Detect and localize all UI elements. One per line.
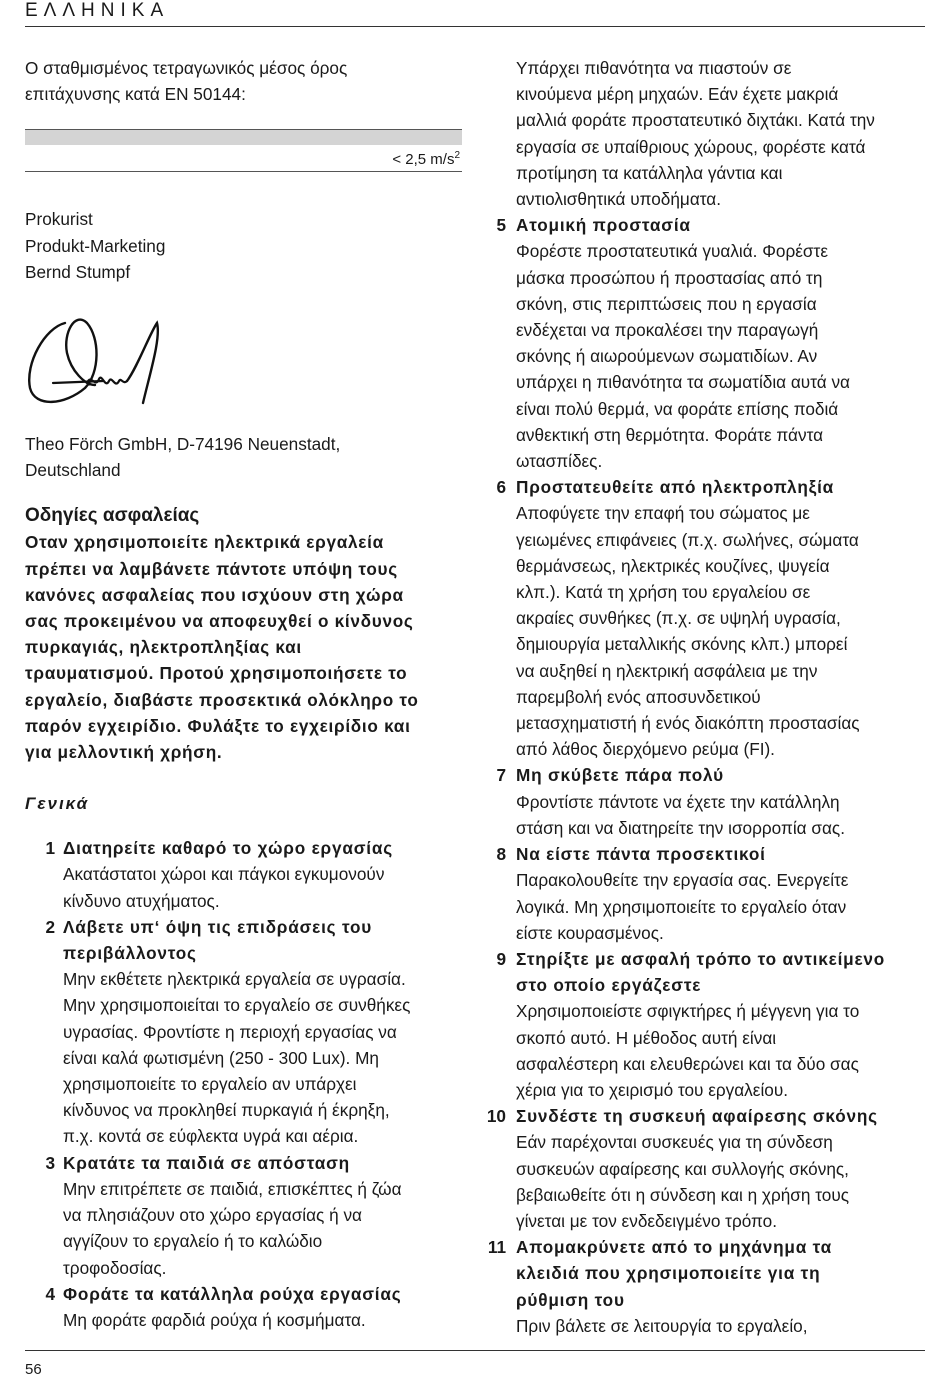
vibration-value: < 2,5 $m/s^2$ <box>392 150 460 169</box>
item-title: ρύθμιση του <box>516 1289 625 1310</box>
item-text-line: να πλησιάζουν οτο χώρο εργασίας ή να <box>63 1205 362 1226</box>
item-number: 11 <box>487 1237 506 1258</box>
safety-intro-line: Οταν χρησιμοποιείτε ηλεκτρικά εργαλεία <box>25 532 384 553</box>
item-number: 4 <box>45 1283 55 1304</box>
table-bottom-rule <box>25 171 462 172</box>
item-text-line: να αυξηθεί η ηλεκτρική ασφάλεια με την <box>516 660 818 681</box>
item-text-line: Παρακολουθείτε την εργασία σας. Ενεργείτε <box>516 870 849 891</box>
item-text-line: Μην επιτρέπετε σε παιδιά, επισκέπτες ή ζώα <box>63 1178 402 1199</box>
item-text-line: μαλλιά φοράτε προστατευτικό διχτάκι. Κατά την <box>516 110 875 131</box>
company-line: Theo Förch GmbH, D-74196 Neuenstadt, <box>25 434 341 455</box>
item-title: Μη σκύβετε πάρα πολύ <box>516 765 724 786</box>
safety-intro-line: για μελλοντική χρήση. <box>25 742 223 763</box>
item-title: Ατομική προστασία <box>516 215 691 236</box>
item-title: Να είστε πάντα προσεκτικοί <box>516 844 766 865</box>
item-text-line: στάση και να διατηρείτε την ισορροπία σας. <box>516 817 845 838</box>
list-item <box>35 835 465 914</box>
item-number: 2 <box>45 916 55 937</box>
item-text-line: από λάθος διερχόμενο ρεύμα (FI). <box>516 739 775 760</box>
continued-text <box>488 55 928 212</box>
item-text-line: συσκευών αφαίρεσης και συλλογής σκόνης, <box>516 1158 849 1179</box>
item-text-line: παρεμβολή ενός αποσυνδετικού <box>516 686 761 707</box>
item-number: 3 <box>45 1152 55 1173</box>
handwritten-signature <box>25 293 175 423</box>
list-item <box>488 946 928 1103</box>
item-number: 1 <box>45 838 55 859</box>
item-text-line: ακραίες συνθήκες (π.χ. σε υψηλή υγρασία, <box>516 608 841 629</box>
item-text-line: ασφαλέστερη και ελευθερώνει και τα δύο σας <box>516 1053 859 1074</box>
safety-section-title: Οδηγίες ασφαλείας <box>25 505 200 527</box>
item-text-line: δημιουργία μεταλλικής σκόνης κλπ.) μπορεί <box>516 634 848 655</box>
item-text-line: γειωμένες επιφάνειες (π.χ. σωλήνες, σώματα <box>516 529 859 550</box>
safety-intro-line: εργαλείο, διαβάστε προσεκτικά ολόκληρο το <box>25 689 419 710</box>
list-item <box>488 1234 928 1339</box>
item-text-line: γίνεται με τον ενδεδειγμένο τρόπο. <box>516 1210 778 1231</box>
item-text-line: είναι καλά φωτισμένη (250 - 300 Lux). Μη <box>63 1047 379 1068</box>
item-text-line: κίνδυνος να προκληθεί πυρκαγιά ή έκρηξη, <box>63 1100 390 1121</box>
item-text-line: θερμάνσεως, ηλεκτρικές κουζίνες, ψυγεία <box>516 555 830 576</box>
item-text-line: σκόνης ή αιωρούμενων σωματιδίων. Αν <box>516 346 818 367</box>
item-text-line: υγρασίας. Φροντίστε η περιοχή εργασίας να <box>63 1021 397 1042</box>
item-text-line: Πριν βάλετε σε λειτουργία το εργαλείο, <box>516 1315 808 1336</box>
item-text-line: Φορέστε προστατευτικά γυαλιά. Φορέστε <box>516 241 828 262</box>
list-item <box>35 914 465 1150</box>
item-number: 6 <box>496 477 506 498</box>
left-column <box>25 55 465 1333</box>
item-text-line: είστε κουρασμένος. <box>516 922 664 943</box>
list-item <box>488 1103 928 1234</box>
item-text-line: Μην εκθέτετε ηλεκτρικά εργαλεία σε υγρασία. <box>63 969 406 990</box>
intro-text <box>25 55 465 107</box>
signatory-line: Produkt-Marketing <box>25 235 166 256</box>
item-text-line: κλπ.). Κατά τη χρήση του εργαλείου σε <box>516 582 811 603</box>
safety-intro-line: παρόν εγχειρίδιο. Φυλάξτε το εγχειρίδιο και <box>25 715 411 736</box>
item-title: Απομακρύνετε από το μηχάνημα τα <box>516 1237 833 1258</box>
item-text-line: Αποφύγετε την επαφή του σώματος με <box>516 503 810 524</box>
item-text-line: σκοπό αυτό. Η μέθοδος αυτή είναι <box>516 1027 777 1048</box>
item-text-line: π.χ. κοντά σε εύφλεκτα υγρά και αέρια. <box>63 1126 359 1147</box>
item-title: στο οποίο εργάζεστε <box>516 975 702 996</box>
item-title: περιβάλλοντος <box>63 943 197 964</box>
general-subsection-title: Γενικά <box>25 794 90 814</box>
item-title: Προστατευθείτε από ηλεκτροπληξία <box>516 477 835 498</box>
item-text-line: είναι πολύ θερμά, να φοράτε επίσης ποδιά <box>516 398 839 419</box>
item-text-line: Υπάρχει πιθανότητα να πιαστούν σε <box>516 58 792 78</box>
item-text-line: Φροντίστε πάντοτε να έχετε την κατάλληλη <box>516 791 840 812</box>
list-item <box>35 1281 465 1333</box>
signatory-line: Bernd Stumpf <box>25 261 131 282</box>
item-text-line: ανθεκτική στη θερμότητα. Φοράτε πάντα <box>516 424 824 445</box>
item-number: 7 <box>496 765 506 786</box>
safety-intro-line: σας προκειμένου να αποφευχθεί ο κίνδυνος <box>25 611 414 632</box>
item-title: Στηρίξτε με ασφαλή τρόπο το αντικείμενο <box>516 948 886 969</box>
page-number: 56 <box>25 1361 42 1378</box>
item-text-line: μετασχηματιστή ή ενός διακόπτη προστασίας <box>516 713 860 734</box>
header-rule <box>25 26 925 27</box>
item-text-line: χέρια για το χειρισμό του εργαλείου. <box>516 1079 788 1100</box>
item-number: 5 <box>496 215 506 236</box>
signatory-line: Prokurist <box>25 209 93 230</box>
item-text-line: Μη φοράτε φαρδιά ρούχα ή κοσμήματα. <box>63 1309 366 1330</box>
footer-rule <box>25 1350 925 1351</box>
left-items-list <box>25 835 465 1333</box>
safety-intro-line: τραυματισμού. Προτού χρησιμοποιήσετε το <box>25 663 408 684</box>
page-header-title: ΕΛΛΗΝΙΚΑ <box>25 0 170 21</box>
item-text-line: μάσκα προσώπου ή προστασίας από τη <box>516 267 823 288</box>
safety-intro-line: πρέπει να λαμβάνετε πάντοτε υπόψη τους <box>25 558 398 579</box>
company-line: Deutschland <box>25 460 121 481</box>
signatory-block <box>25 206 465 285</box>
item-text-line: ενδέχεται να προκαλέσει την παραγωγή <box>516 320 819 341</box>
item-text-line: βεβαιωθείτε ότι η σύνδεση και η χρήση τους <box>516 1184 850 1205</box>
item-text-line: ωτασπίδες. <box>516 451 603 472</box>
item-text-line: κινούμενα μέρη μηχαών. Εάν έχετε μακριά <box>516 84 839 105</box>
item-text-line: Εάν παρέχονται συσκευές για τη σύνδεση <box>516 1132 833 1153</box>
item-text-line: υπάρχει η πιθανότητα τα σωματίδια αυτά να <box>516 372 850 393</box>
item-number: 9 <box>496 948 506 969</box>
item-text-line: κίνδυνο ατυχήματος. <box>63 890 220 911</box>
item-text-line: εργασία σε υπαίθριους χώρους, φορέστε κατά <box>516 136 866 157</box>
item-text-line: χρησιμοποιείτε το εργαλείο αν υπάρχει <box>63 1074 357 1095</box>
item-number: 8 <box>496 844 506 865</box>
item-number: 10 <box>486 1106 506 1127</box>
item-text-line: αντιολισθητικά υποδήματα. <box>516 189 722 210</box>
item-title: κλειδιά που χρησιμοποιείτε για τη <box>516 1263 821 1284</box>
intro-line: Ο σταθμισμένος τετραγωνικός μέσος όρος <box>25 58 348 78</box>
list-item <box>488 762 928 841</box>
safety-intro <box>25 529 465 765</box>
company-address <box>25 431 465 483</box>
vibration-table <box>25 129 462 172</box>
item-title: Φοράτε τα κατάλληλα ρούχα εργασίας <box>63 1283 402 1304</box>
item-text-line: Μην χρησιμοποιείται το εργαλείο σε συνθήκες <box>63 995 411 1016</box>
item-text-line: προτίμηση τα κατάλληλα γάντια και <box>516 162 783 183</box>
item-text-line: Χρησιμοποιείστε σφιγκτήρες ή μέγγενη για το <box>516 1001 860 1022</box>
item-title: Κρατάτε τα παιδιά σε απόσταση <box>63 1152 350 1173</box>
intro-line: επιτάχυνσης κατά EN 50144: <box>25 84 246 105</box>
list-item <box>488 212 928 474</box>
item-text-line: Ακατάστατοι χώροι και πάγκοι εγκυμονούν <box>63 864 385 885</box>
item-text-line: αγγίζουν το εργαλείο ή το καλώδιο <box>63 1231 323 1252</box>
safety-intro-line: κανόνες ασφαλείας που ισχύουν στη χώρα <box>25 584 404 605</box>
safety-intro-line: πυρκαγιάς, ηλεκτροπληξίας και <box>25 637 302 658</box>
item-text-line: τροφοδοσίας. <box>63 1257 167 1278</box>
item-text-line: σκόνη, στις περιπτώσεις που η εργασία <box>516 293 817 314</box>
list-item <box>35 1150 465 1281</box>
item-title: Συνδέστε τη συσκευή αφαίρεσης σκόνης <box>516 1106 878 1127</box>
right-column <box>488 55 928 1339</box>
table-header-band <box>25 130 462 145</box>
item-title: Διατηρείτε καθαρό το χώρο εργασίας <box>63 838 393 859</box>
list-item <box>488 474 928 762</box>
item-title: Λάβετε υπ‘ όψη τις επιδράσεις του <box>63 916 373 937</box>
item-text-line: λογικά. Μη χρησιμοποιείτε το εργαλείο όταν <box>516 896 847 917</box>
list-item <box>488 841 928 946</box>
